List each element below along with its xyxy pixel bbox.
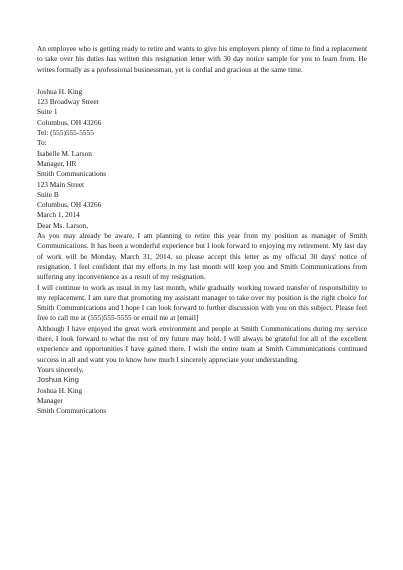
closing: Yours sincerely, <box>37 364 84 374</box>
body-paragraph: I will continue to work as usual in my last month, while gradually working toward transfer of responsibility to my replacement. I am sure that promoting my assistant manager to take over my position is the right choice for Smith Communications and I hope I can look forward to further discussion with you on this subject. Please feel free to call me at (555)555-5555 or email me at [email] <box>37 282 367 323</box>
body-paragraph: Although I have enjoyed the great work environment and people at Smith Communications during my service there, I look forward to what the rest of my future may hold. I will always be grateful for all of the excellent experience and opportunities I have gained there. I wish the entire team at Smith Communications continued success in all and want you to know how much I sincerely appreciate your understanding. <box>37 323 367 364</box>
recipient-city: Columbus, OH 43266 <box>37 200 102 210</box>
recipient-company: Smith Communications <box>37 169 107 179</box>
sender-city: Columbus, OH 43266 <box>37 117 102 127</box>
sender-street: 123 Broadway Street <box>37 97 99 107</box>
recipient-street: 123 Main Street <box>37 179 85 189</box>
letter-date: March 1, 2014 <box>37 210 80 220</box>
to-label: To: <box>37 138 47 148</box>
body-paragraph: As you may already be aware, I am planning to retire this year from my position as manager of Smith Communications. It has been a wonderful experience but I look forward to enjoying my retirement. My last day of work will be Monday, March 31, 2014, so please accept this letter as my official 30 days' notice of resignation. I feel confident that my efforts in my last month will keep you and Smith Communications from suffering any inconvenience as a result of my resignation. <box>37 231 367 282</box>
recipient-name: Isabelle M. Larson <box>37 148 92 158</box>
signoff-company: Smith Communications <box>37 406 107 416</box>
sender-address <box>37 87 367 138</box>
recipient-suite: Suite B <box>37 189 59 199</box>
sender-suite: Suite 1 <box>37 107 58 117</box>
intro-paragraph: An employee who is getting ready to retire and wants to give his employers plenty of time to find a replacement to take over his duties has written this resignation letter with 30 day notice sample for you to learn from. He writes formally as a professional businessman, yet is cordial and gracious at the same time. <box>37 44 367 74</box>
signoff-name: Joshua H. King <box>37 385 83 395</box>
signature: Joshua King <box>37 375 79 385</box>
letter-page <box>37 44 367 416</box>
signoff-title: Manager <box>37 395 63 405</box>
signoff-block <box>37 386 367 417</box>
sender-name: Joshua H. King <box>37 86 83 96</box>
salutation: Dear Ms. Larson, <box>37 220 89 230</box>
recipient-address <box>37 149 367 211</box>
sender-phone: Tel: (555)555-5555 <box>37 128 94 138</box>
recipient-title: Manager, HR <box>37 158 77 168</box>
